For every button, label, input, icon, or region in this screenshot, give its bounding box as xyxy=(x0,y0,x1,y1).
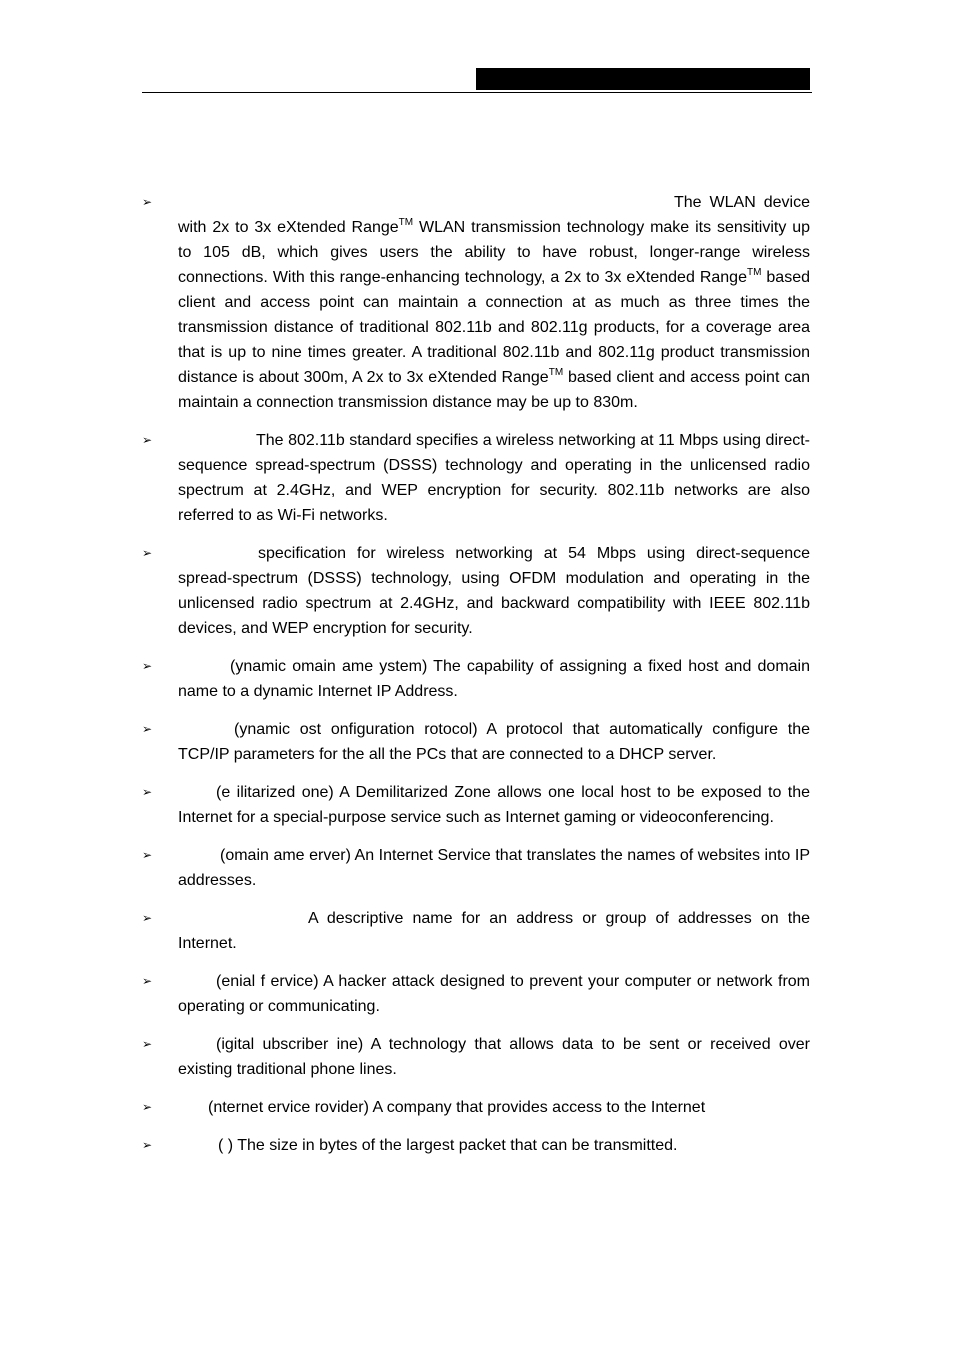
entry-text xyxy=(178,190,810,415)
entry-text-segment: based client and access point can maintain a connection at as much as three times the transmission distance of traditional 802.11b and 802.11g products, for a coverage area that is up to nine times greater. A traditional 802.11b and 802.11g product transmission distance is about 300m, A 2x to 3x eXtended Range xyxy=(178,269,810,386)
entry-definition: ( ) The size in bytes of the largest packet that can be transmitted. xyxy=(218,1137,678,1154)
entry-text xyxy=(178,906,810,956)
entry-text-segment: The WLAN device with 2x to 3x eXtended Range xyxy=(178,194,810,236)
bullet-arrow-icon: ➢ xyxy=(142,722,153,736)
bullet-arrow-icon: ➢ xyxy=(142,974,153,988)
entry-text xyxy=(178,1133,810,1158)
entry-definition: (e ilitarized one) A Demilitarized Zone allows one local host to be exposed to the Internet for a special-purpose service such as Internet gaming or videoconferencing. xyxy=(178,784,810,826)
entry-text xyxy=(178,654,810,704)
glossary-entry xyxy=(142,654,810,704)
glossary-entry xyxy=(142,541,810,641)
entry-text xyxy=(178,780,810,830)
entry-definition: (ynamic ost onfiguration rotocol) A protocol that automatically configure the TCP/IP parameters for the all the PCs that are connected to a DHCP server. xyxy=(178,721,810,763)
entry-text xyxy=(178,428,810,528)
glossary-entry xyxy=(142,780,810,830)
entry-text xyxy=(178,717,810,767)
entry-definition: (igital ubscriber ine) A technology that allows data to be sent or received over existing traditional phone lines. xyxy=(178,1036,810,1078)
bullet-arrow-icon: ➢ xyxy=(142,1037,153,1051)
trademark-superscript: TM xyxy=(746,266,762,278)
glossary-entry xyxy=(142,1133,810,1158)
header-rule xyxy=(142,92,812,93)
entry-text xyxy=(178,843,810,893)
entry-definition: specification for wireless networking at 54 Mbps using direct-sequence spread-spectrum (DSSS) technology, using OFDM modulation and operating in the unlicensed radio spectrum at 2.4GHz, and backward compatibility with IEEE 802.11b devices, and WEP encryption for security. xyxy=(178,545,810,637)
glossary-list xyxy=(142,190,810,1171)
bullet-arrow-icon: ➢ xyxy=(142,785,153,799)
glossary-entry xyxy=(142,190,810,415)
bullet-arrow-icon: ➢ xyxy=(142,1138,153,1152)
bullet-arrow-icon: ➢ xyxy=(142,433,153,447)
bullet-arrow-icon: ➢ xyxy=(142,546,153,560)
glossary-entry xyxy=(142,1095,810,1120)
entry-definition: A descriptive name for an address or group of addresses on the Internet. xyxy=(178,910,810,952)
entry-text xyxy=(178,541,810,641)
entry-text-segment: WLAN transmission technology make its sensitivity up to 105 dB, which gives users the ability to have robust, longer-range wireless connections. With this range-enhancing technology, a 2x to 3x eXtended Range xyxy=(178,219,810,286)
glossary-entry xyxy=(142,428,810,528)
glossary-entry xyxy=(142,717,810,767)
bullet-arrow-icon: ➢ xyxy=(142,1100,153,1114)
entry-definition: (omain ame erver) An Internet Service that translates the names of websites into IP addresses. xyxy=(178,847,810,889)
glossary-entry xyxy=(142,906,810,956)
bullet-arrow-icon: ➢ xyxy=(142,848,153,862)
entry-text xyxy=(178,1032,810,1082)
entry-definition: (nternet ervice rovider) A company that provides access to the Internet xyxy=(208,1099,706,1116)
bullet-arrow-icon: ➢ xyxy=(142,195,153,209)
trademark-superscript: TM xyxy=(548,366,564,378)
trademark-superscript: TM xyxy=(398,216,414,228)
entry-text-segment: based client and access point can maintain a connection transmission distance may be up to 830m. xyxy=(178,369,810,411)
entry-text xyxy=(178,1095,810,1120)
glossary-entry xyxy=(142,843,810,893)
entry-definition: (enial f ervice) A hacker attack designed to prevent your computer or network from operating or communicating. xyxy=(178,973,810,1015)
header-bar xyxy=(476,68,810,90)
glossary-entry xyxy=(142,1032,810,1082)
glossary-entry xyxy=(142,969,810,1019)
entry-definition: (ynamic omain ame ystem) The capability of assigning a fixed host and domain name to a dynamic Internet IP Address. xyxy=(178,658,810,700)
bullet-arrow-icon: ➢ xyxy=(142,911,153,925)
entry-text xyxy=(178,969,810,1019)
bullet-arrow-icon: ➢ xyxy=(142,659,153,673)
entry-definition: The 802.11b standard specifies a wireless networking at 11 Mbps using direct-sequence spread-spectrum (DSSS) technology and operating in the unlicensed radio spectrum at 2.4GHz, and WEP encryption for security. 802.11b networks are also referred to as Wi-Fi networks. xyxy=(178,432,810,524)
